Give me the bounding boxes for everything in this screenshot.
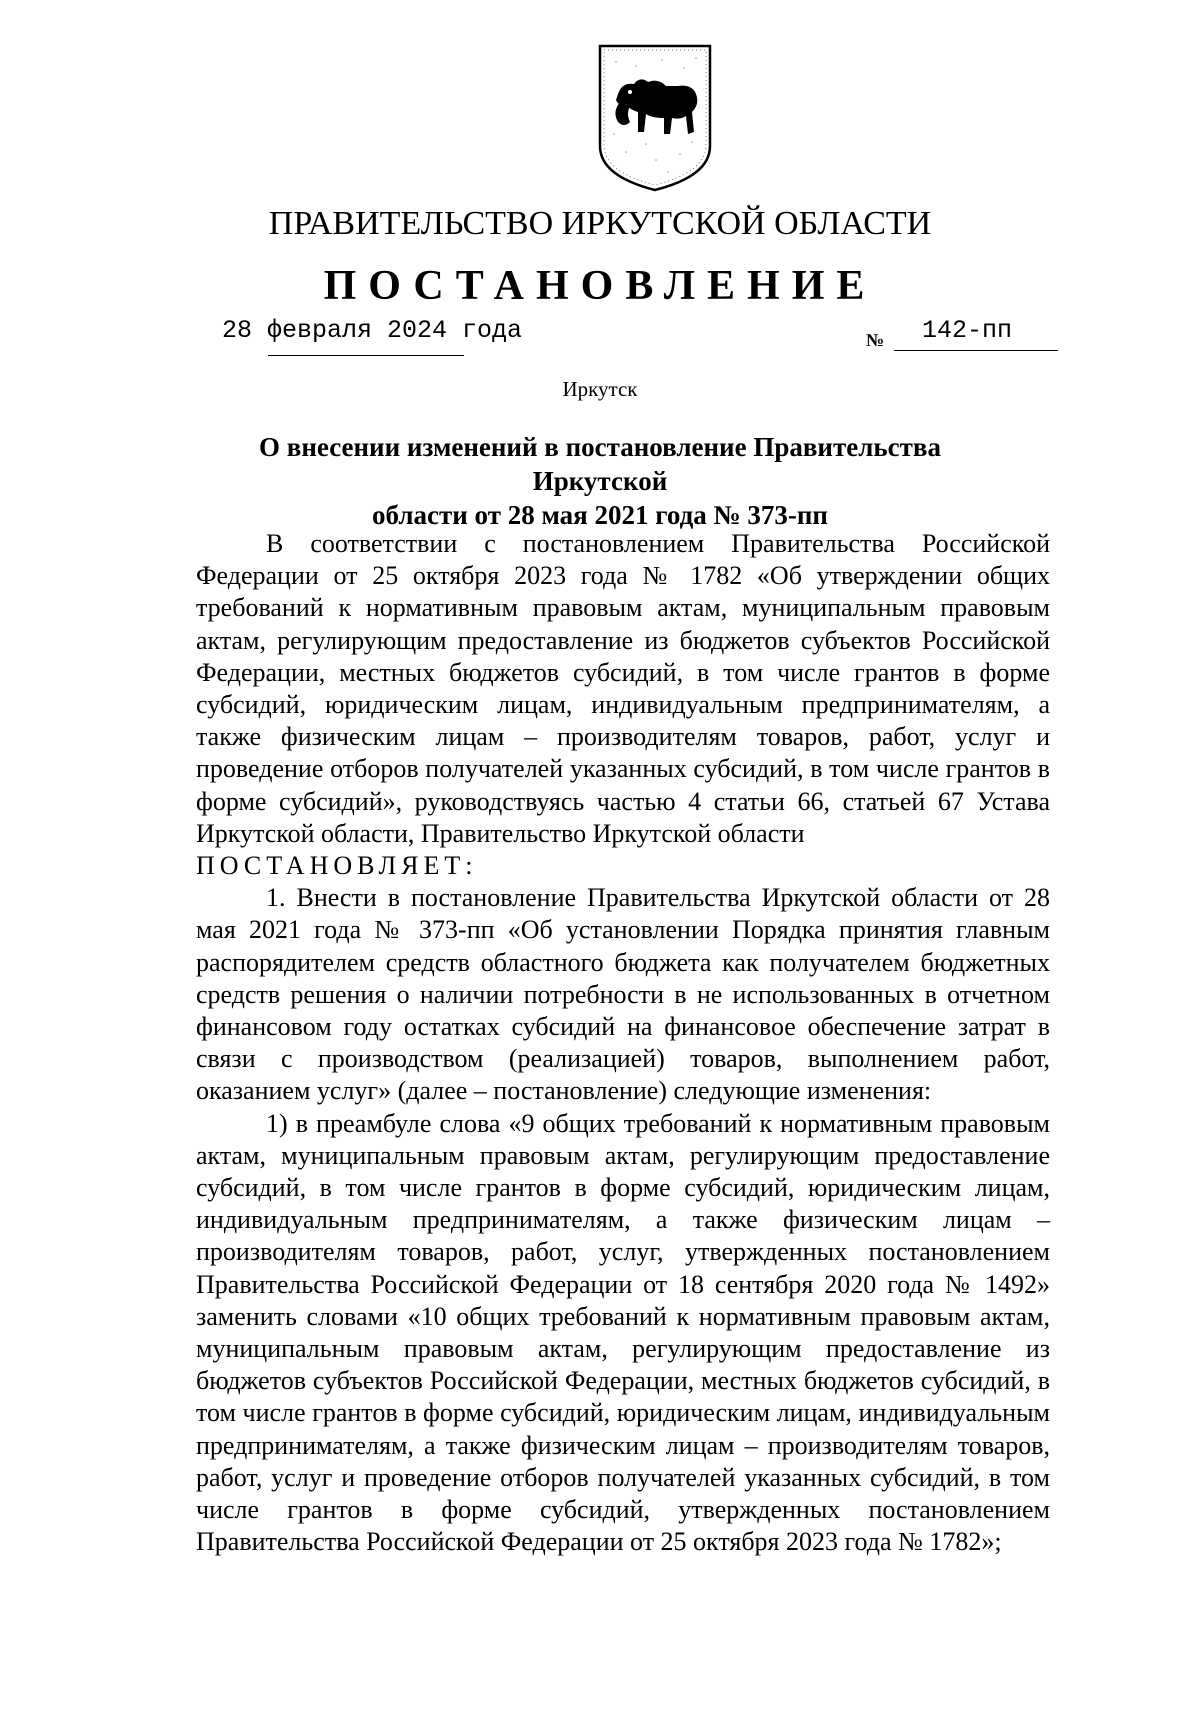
document-subject: [190, 430, 1010, 532]
document-type-title: ПОСТАНОВЛЕНИЕ: [323, 263, 877, 309]
coat-of-arms-icon: [596, 42, 714, 192]
government-name: ПРАВИТЕЛЬСТВО ИРКУТСКОЙ ОБЛАСТИ: [268, 205, 932, 242]
number-underline: [894, 350, 1058, 351]
resolves-heading: ПОСТАНОВЛЯЕТ:: [196, 851, 478, 881]
document-date: 28 февраля 2024 года: [222, 316, 523, 345]
subject-line-1: О внесении изменений в постановление Правительства Иркутской: [259, 432, 941, 496]
item-1-subitem-1-paragraph: 1) в преамбуле слова «9 общих требований к нормативным правовым актам, муниципальным правовым актам, регулирующим предоставление субсидий, в том числе грантов в форме субсидий, юридическим лицам, индивидуальным предпринимателям, а также физическим лицам – производителям товаров, работ, услуг, утвержденных постановлением Правительства Российской Федерации от 18 сентября 2020 года № 1492» заменить словами «10 общих требований к нормативным правовым актам, муниципальным правовым актам, регулирующим предоставление из бюджетов субъектов Российской Федерации, местных бюджетов субсидий, в том числе грантов в форме субсидий, юридическим лицам, индивидуальным предпринимателям, а также физическим лицам – производителям товаров, работ, услуг и проведение отборов получателей указанных субсидий, в том числе грантов в форме субсидий, утвержденных постановлением Правительства Российской Федерации от 25 октября 2023 года № 1782»;: [196, 1108, 1050, 1557]
document-body: [196, 528, 1050, 1559]
item-1-paragraph: 1. Внести в постановление Правительства Иркутской области от 28 мая 2021 года № 373-пп «Об установлении Порядка принятия главным распорядителем средств областного бюджета как получателем бюджетных средств решения о наличии потребности в не использованных в отчетном финансовом году остатках субсидий на финансовое обеспечение затрат в связи с производством (реализацией) товаров, выполнением работ, оказанием услуг» (далее – постановление) следующие изменения:: [196, 883, 1050, 1106]
number-label: №: [866, 330, 885, 350]
document-number: 142-пп: [922, 316, 1013, 345]
subject-line-2: области от 28 мая 2021 года № 373-пп: [372, 500, 828, 530]
date-underline: [268, 355, 464, 356]
preamble-paragraph: В соответствии с постановлением Правительства Российской Федерации от 25 октября 2023 года № 1782 «Об утверждении общих требований к нормативным правовым актам, муниципальным правовым актам, регулирующим предоставление из бюджетов субъектов Российской Федерации, местных бюджетов субсидий, в том числе грантов в форме субсидий, юридическим лицам, индивидуальным предпринимателям, а также физическим лицам – производителям товаров, работ, услуг и проведение отборов получателей указанных субсидий, в том числе грантов в форме субсидий», руководствуясь частью 4 статьи 66, статьей 67 Устава Иркутской области, Правительство Иркутской области: [196, 529, 1050, 848]
city-name: Иркутск: [562, 377, 638, 401]
